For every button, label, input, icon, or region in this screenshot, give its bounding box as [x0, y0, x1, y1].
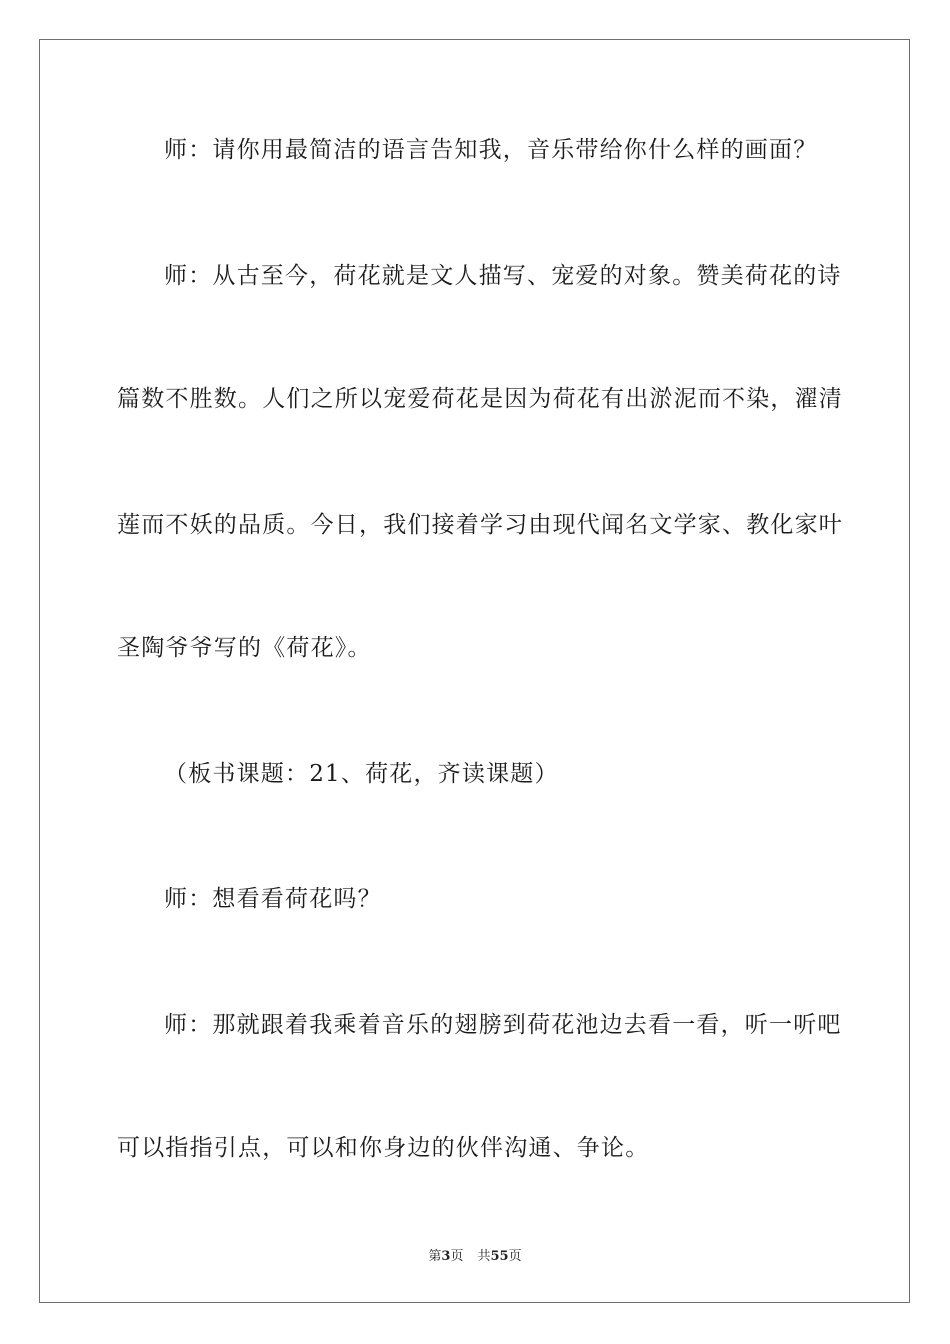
- paragraph-line: 可以指指引点，可以和你身边的伙伴沟通、争论。: [117, 1135, 650, 1161]
- page-footer: [0, 1248, 950, 1266]
- page-prefix: 第: [428, 1249, 442, 1264]
- paragraph-line: 篇数不胜数。人们之所以宠爱荷花是因为荷花有出淤泥而不染，濯清: [117, 386, 843, 412]
- total-prefix: 共: [477, 1249, 491, 1264]
- paragraph-line: （板书课题：21、荷花，齐读课题）: [164, 761, 559, 787]
- paragraph-line: 莲而不妖的品质。今日，我们接着学习由现代闻名文学家、教化家叶: [117, 512, 843, 538]
- total-suffix: 页: [508, 1249, 522, 1264]
- total-pages: 55: [490, 1249, 509, 1264]
- paragraph-line: 师：请你用最简洁的语言告知我，音乐带给你什么样的画面？: [164, 137, 818, 163]
- page-suffix: 页: [450, 1249, 464, 1264]
- page-number: 3: [441, 1249, 451, 1264]
- paragraph-line: 师：那就跟着我乘着音乐的翅膀到荷花池边去看一看，听一听吧: [164, 1012, 842, 1038]
- paragraph-line: 圣陶爷爷写的《荷花》。: [117, 635, 372, 661]
- paragraph-line: 师：从古至今，荷花就是文人描写、宠爱的对象。赞美荷花的诗: [164, 263, 842, 289]
- paragraph-line: 师：想看看荷花吗？: [164, 886, 382, 912]
- page-border: [39, 39, 910, 1303]
